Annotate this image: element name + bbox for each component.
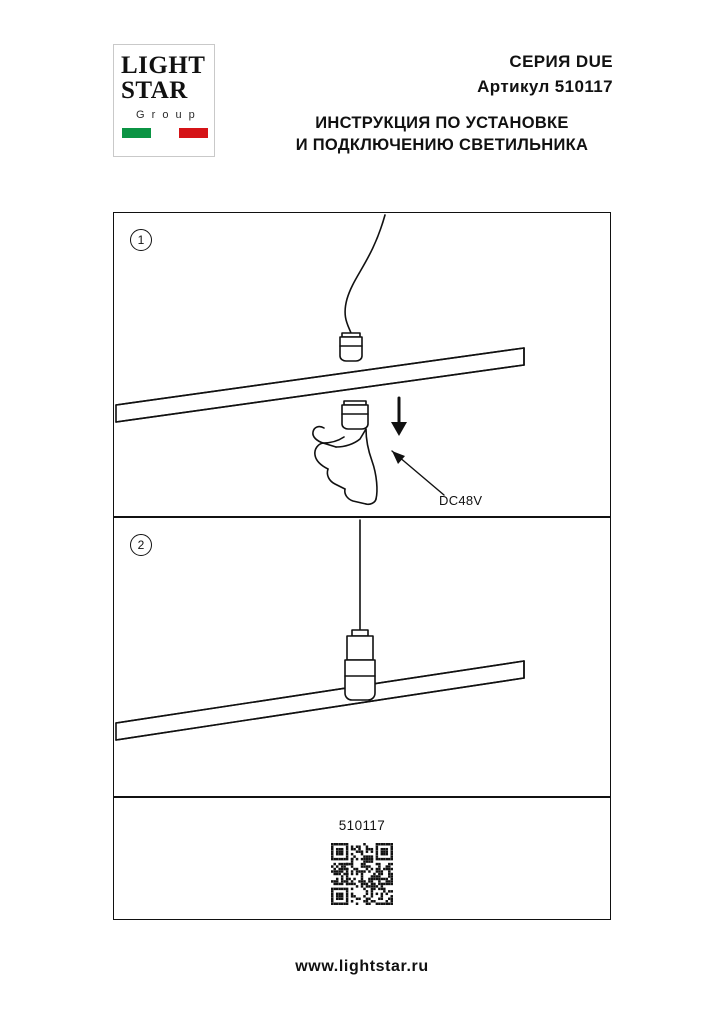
step-2-badge: 2 xyxy=(130,534,152,556)
logo-subtitle: G r o u p xyxy=(136,109,197,121)
logo-line-2: STAR xyxy=(121,77,188,104)
step-1-badge: 1 xyxy=(130,229,152,251)
logo-wordmark xyxy=(121,53,205,103)
product-code-panel xyxy=(113,797,611,920)
instruction-title xyxy=(253,112,613,156)
title-block xyxy=(253,50,613,156)
dc-voltage-label: DC48V xyxy=(439,493,483,508)
series-label: СЕРИЯ DUE xyxy=(509,52,613,71)
step-2-panel xyxy=(113,517,611,797)
footer-website: www.lightstar.ru xyxy=(295,958,429,975)
step-2-illustration xyxy=(114,518,612,798)
brand-logo xyxy=(113,44,215,157)
qr-code xyxy=(331,843,393,905)
article-label: Артикул 510117 xyxy=(477,77,613,96)
step-1-illustration xyxy=(114,213,612,518)
instruction-line-1: ИНСТРУКЦИЯ ПО УСТАНОВКЕ xyxy=(315,114,569,132)
logo-line-1: LIGHT xyxy=(121,52,206,79)
document-header xyxy=(113,44,613,174)
step-1-panel xyxy=(113,212,611,517)
italian-flag-icon xyxy=(122,128,208,138)
product-code-label: 510117 xyxy=(338,818,386,833)
instruction-line-2: И ПОДКЛЮЧЕНИЮ СВЕТИЛЬНИКА xyxy=(295,136,589,154)
